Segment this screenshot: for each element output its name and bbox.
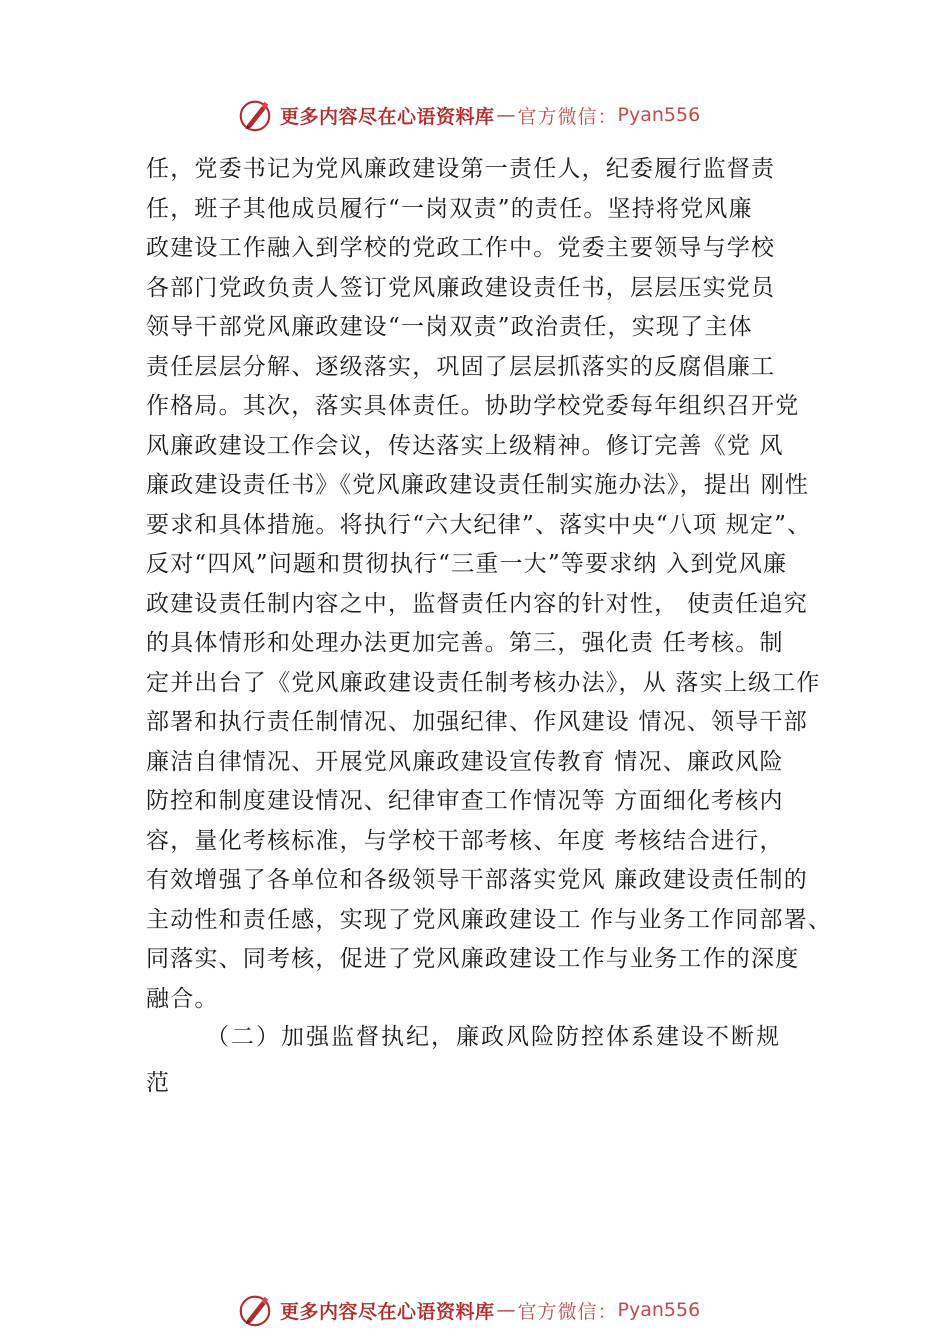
footer-banner [236,1290,700,1330]
text-line: 风廉政建设工作会议，传达落实上级精神。修订完善《党 风 [146,432,784,459]
text-line: 主动性和责任感，实现了党风廉政建设工 作与业务工作同部署、 [146,906,833,933]
text-line: 各部门党政负责人签订党风廉政建设责任书，层层压实党员 [146,274,776,301]
text-line: 的具体情形和处理办法更加完善。第三，强化责 任考核。制 [146,630,784,656]
text-line: 廉政建设责任书》《党风廉政建设责任制实施办法》，提出 刚性 [146,472,810,498]
banner-dash: — [496,1299,516,1321]
text-line: 有效增强了各单位和各级领导干部落实党风 廉政建设责任制的 [146,867,808,893]
text-line: 定并出台了《党风廉政建设责任制考核办法》，从 落实上级工作 [146,669,821,696]
text-line: 任，班子其他成员履行“一岗双责”的责任。坚持将党风廉 [146,195,753,222]
text-line: 政建设工作融入到学校的党政工作中。党委主要领导与学校 [146,235,776,261]
text-line: 作格局。其次，落实具体责任。协助学校党委每年组织召开党 [146,393,800,419]
banner-wechat-id: Pyan556 [617,1299,701,1321]
text-line: 同落实、同考核，促进了党风廉政建设工作与业务工作的深度 [146,946,800,972]
banner-wechat-label: 官方微信： [517,1300,618,1323]
body-text [146,150,846,1019]
text-line: 容，量化考核标准，与学校干部考核、年度 考核结合进行， [146,827,784,854]
text-line: 政建设责任制内容之中，监督责任内容的针对性， 使责任追究 [146,590,808,617]
header-banner [236,95,700,135]
text-line: 领导干部党风廉政建设“一岗双责”政治责任，实现了主体 [146,314,753,340]
text-line: 部署和执行责任制情况、加强纪律、作风建设 情况、领导干部 [146,709,808,735]
text-line: 融合。 [146,985,219,1012]
section-heading: （二）加强监督执纪，廉政风险防控体系建设不断规 [206,1024,781,1050]
banner-site-name: 更多内容尽在心语资料库 [280,1300,495,1323]
banner-site-name: 更多内容尽在心语资料库 [280,105,495,128]
text-line: 要求和具体措施。将执行“六大纪律”、落实中央“八项 规定”、 [146,511,812,538]
pen-logo-icon [236,96,274,134]
text-line: 反对“四风”问题和贯彻执行“三重一大”等要求纳 入到党风廉 [146,551,788,577]
text-line: 廉洁自律情况、开展党风廉政建设宣传教育 情况、廉政风险 [146,748,784,775]
pen-logo-icon [236,1291,274,1329]
banner-wechat-id: Pyan556 [617,104,701,126]
section-heading-continuation: 范 [146,1070,169,1096]
text-line: 责任层层分解、逐级落实，巩固了层层抓落实的反腐倡廉工 [146,353,776,380]
banner-wechat-label: 官方微信： [517,105,618,128]
banner-dash: — [496,104,516,126]
text-line: 防控和制度建设情况、纪律审查工作情况等 方面细化考核内 [146,788,784,814]
text-line: 任，党委书记为党风廉政建设第一责任人，纪委履行监督责 [146,156,776,182]
